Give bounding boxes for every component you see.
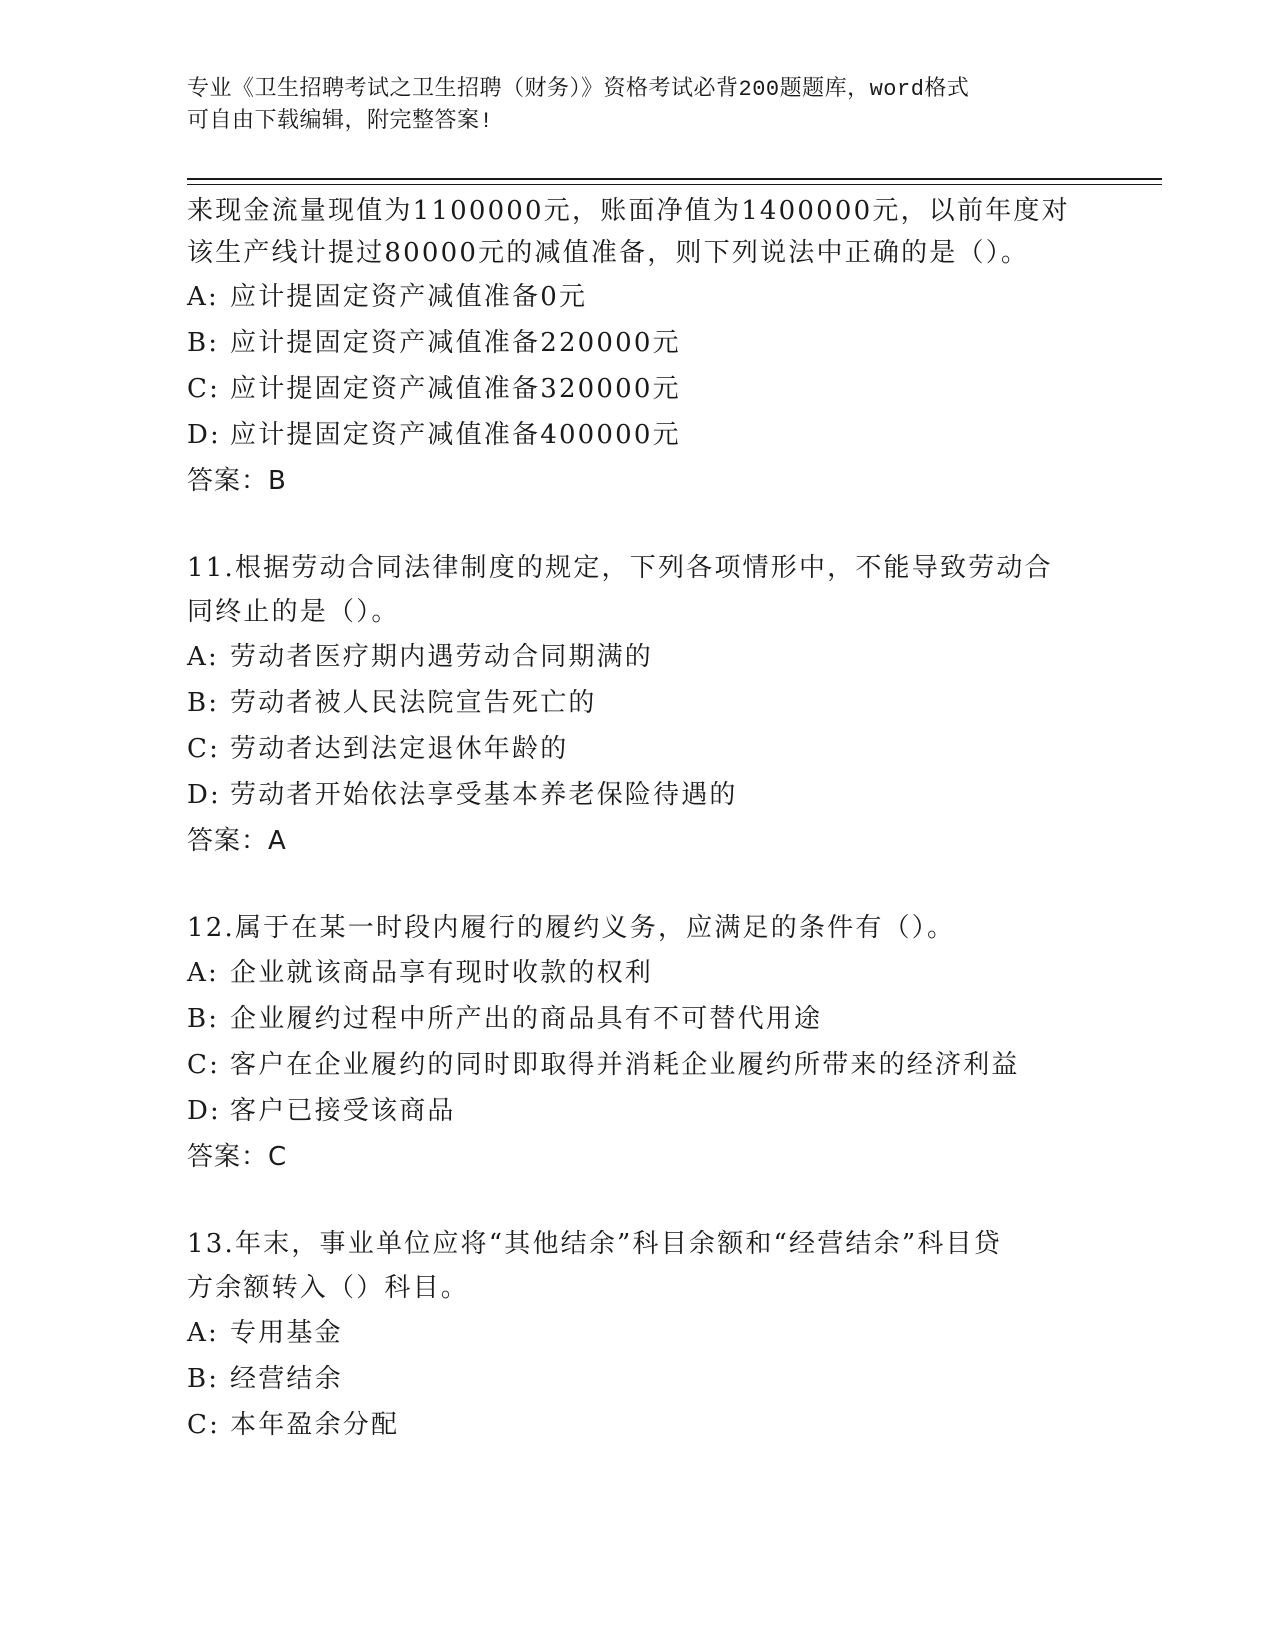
option-label: C: bbox=[187, 734, 221, 764]
option-d bbox=[187, 1088, 1087, 1134]
option-a bbox=[187, 634, 1087, 680]
question-text-line: 11.根据劳动合同法律制度的规定，下列各项情形中，不能导致劳动合 bbox=[187, 553, 1053, 583]
option-c bbox=[187, 366, 1087, 412]
option-a bbox=[187, 950, 1087, 996]
option-text: 劳动者被人民法院宣告死亡的 bbox=[230, 688, 597, 718]
option-b bbox=[187, 1356, 1087, 1402]
option-text: 应计提固定资产减值准备320000元 bbox=[230, 374, 681, 404]
answer-line: 答案：B bbox=[187, 466, 287, 496]
option-c bbox=[187, 726, 1087, 772]
answer-line: 答案：C bbox=[187, 1142, 288, 1172]
question-text-line: 来现金流量现值为1100000元，账面净值为1400000元，以前年度对 bbox=[187, 196, 1070, 226]
option-text: 经营结余 bbox=[230, 1364, 343, 1394]
option-text: 客户在企业履约的同时即取得并消耗企业履约所带来的经济利益 bbox=[230, 1050, 1020, 1080]
spacer bbox=[187, 1180, 1087, 1222]
option-label: C: bbox=[187, 374, 221, 404]
document-header bbox=[187, 74, 1087, 138]
header-line-2: 可自由下载编辑，附完整答案! bbox=[187, 109, 494, 134]
option-b bbox=[187, 680, 1087, 726]
option-label: D: bbox=[187, 420, 222, 450]
option-label: A: bbox=[187, 282, 219, 312]
option-text: 企业履约过程中所产出的商品具有不可替代用途 bbox=[230, 1004, 823, 1034]
question-11 bbox=[187, 546, 1087, 864]
option-d bbox=[187, 772, 1087, 818]
option-text: 应计提固定资产减值准备0元 bbox=[230, 282, 588, 312]
option-label: B: bbox=[187, 1364, 220, 1394]
option-c bbox=[187, 1402, 1087, 1448]
option-label: B: bbox=[187, 1004, 220, 1034]
option-b bbox=[187, 320, 1087, 366]
option-label: D: bbox=[187, 780, 222, 810]
option-text: 企业就该商品享有现时收款的权利 bbox=[230, 958, 654, 988]
question-text-line: 方余额转入（）科目。 bbox=[187, 1273, 470, 1303]
question-13 bbox=[187, 1222, 1087, 1448]
option-b bbox=[187, 996, 1087, 1042]
option-text: 劳动者开始依法享受基本养老保险待遇的 bbox=[230, 780, 738, 810]
option-text: 本年盈余分配 bbox=[230, 1410, 400, 1440]
question-12 bbox=[187, 906, 1087, 1180]
option-d bbox=[187, 412, 1087, 458]
option-label: A: bbox=[187, 958, 219, 988]
option-label: A: bbox=[187, 1318, 219, 1348]
option-text: 劳动者达到法定退休年龄的 bbox=[230, 734, 569, 764]
header-rule-thin bbox=[187, 184, 1162, 185]
header-line-1: 专业《卫生招聘考试之卫生招聘（财务）》资格考试必背200题题库，word格式 bbox=[187, 77, 970, 102]
header-rule-thick bbox=[187, 178, 1162, 180]
option-text: 客户已接受该商品 bbox=[230, 1096, 456, 1126]
option-text: 劳动者医疗期内遇劳动合同期满的 bbox=[230, 642, 654, 672]
question-continued bbox=[187, 190, 1087, 504]
option-c bbox=[187, 1042, 1087, 1088]
option-text: 应计提固定资产减值准备220000元 bbox=[230, 328, 681, 358]
option-label: C: bbox=[187, 1410, 221, 1440]
option-text: 应计提固定资产减值准备400000元 bbox=[230, 420, 681, 450]
option-a bbox=[187, 1310, 1087, 1356]
question-text-line: 12.属于在某一时段内履行的履约义务，应满足的条件有（）。 bbox=[187, 913, 956, 943]
question-text-line: 该生产线计提过80000元的减值准备，则下列说法中正确的是（）。 bbox=[187, 238, 1030, 268]
document-body bbox=[187, 190, 1087, 1448]
answer-line: 答案：A bbox=[187, 826, 287, 856]
option-text: 专用基金 bbox=[230, 1318, 343, 1348]
option-a bbox=[187, 274, 1087, 320]
option-label: B: bbox=[187, 688, 220, 718]
option-label: C: bbox=[187, 1050, 221, 1080]
option-label: B: bbox=[187, 328, 220, 358]
spacer bbox=[187, 864, 1087, 906]
spacer bbox=[187, 504, 1087, 546]
question-text-line: 同终止的是（）。 bbox=[187, 597, 400, 627]
option-label: A: bbox=[187, 642, 219, 672]
option-label: D: bbox=[187, 1096, 222, 1126]
question-text-line: 13.年末，事业单位应将“其他结余”科目余额和“经营结余”科目贷 bbox=[187, 1229, 1002, 1259]
